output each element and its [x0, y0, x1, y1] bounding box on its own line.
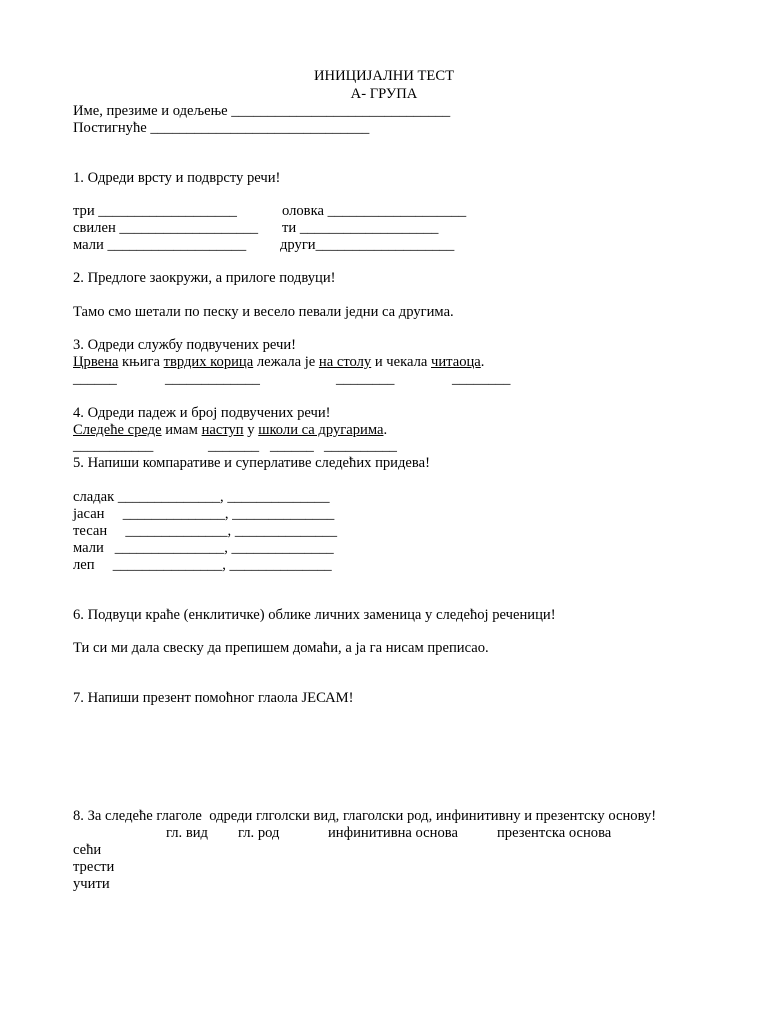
q3-answer-blank: ________	[336, 371, 395, 387]
q2-title: 2. Предлоге заокружи, а прилоге подвуци!	[73, 270, 336, 286]
q1-word-left-1: три ___________________	[73, 203, 237, 219]
q3-plain-text: и чекала	[371, 354, 432, 370]
q3-answer-blank: ______	[73, 371, 117, 387]
q5-adjective-row: мали _______________, ______________	[73, 540, 334, 556]
q4-plain-text: имам	[161, 422, 202, 438]
q4-sentence	[73, 422, 387, 439]
q3-title: 3. Одреди службу подвучених речи!	[73, 337, 297, 353]
q5-adjective-row: сладак ______________, ______________	[73, 489, 330, 505]
q8-column-header: презентска основа	[497, 825, 612, 841]
test-title: ИНИЦИЈАЛНИ ТЕСТ	[313, 68, 455, 84]
q3-underlined-word: Црвена	[73, 354, 119, 370]
q5-adjective-row: тесан ______________, ______________	[73, 523, 338, 539]
q8-verb: сећи	[73, 842, 102, 858]
q3-plain-text: .	[480, 354, 485, 370]
q1-word-right-3: други___________________	[280, 237, 455, 253]
q6-title: 6. Подвуци краће (енклитичке) облике личних заменица у следећој реченици!	[73, 607, 556, 623]
q8-verb: учити	[73, 876, 110, 892]
q3-underlined-word: на столу	[318, 354, 372, 370]
group-label: А- ГРУПА	[350, 86, 418, 102]
q8-column-header: гл. род	[238, 825, 280, 841]
q3-answer-blank: _____________	[165, 371, 260, 387]
q2-sentence: Тамо смо шетали по песку и весело певали једни са другима.	[73, 304, 454, 320]
q4-answer-blank: _______	[208, 438, 260, 454]
q5-adjective-row: јасан ______________, ______________	[73, 506, 335, 522]
q4-underlined-word: Следеће среде	[73, 422, 162, 438]
q3-plain-text: књига	[118, 354, 164, 370]
q8-column-header: инфинитивна основа	[328, 825, 458, 841]
q4-answer-blank: ______	[270, 438, 314, 454]
q3-underlined-word: читаоца	[431, 354, 481, 370]
q3-underlined-word: тврдих корица	[163, 354, 254, 370]
q1-word-right-1: оловка ___________________	[282, 203, 467, 219]
q4-answer-blank: __________	[324, 438, 397, 454]
q5-title: 5. Напиши компаративе и суперлативе следећих придева!	[73, 455, 430, 471]
score-line: Постигнуће ______________________________	[73, 120, 370, 136]
q1-title: 1. Одреди врсту и подврсту речи!	[73, 170, 281, 186]
q8-title: 8. За следеће глаголе одреди глголски вид, глаголски род, инфинитивну и презентску основу!	[73, 808, 657, 824]
q8-verb: трести	[73, 859, 115, 875]
q4-underlined-word: школи са другарима	[258, 422, 384, 438]
q3-plain-text: лежала је	[253, 354, 319, 370]
q4-title: 4. Одреди падеж и број подвучених речи!	[73, 405, 331, 421]
q1-word-right-2: ти ___________________	[282, 220, 439, 236]
q4-underlined-word: наступ	[201, 422, 244, 438]
q6-sentence: Ти си ми дала свеску да препишем домаћи, а ја га нисам преписао.	[73, 640, 489, 656]
q7-title: 7. Напиши презент помоћног глаола ЈЕСАМ!	[73, 690, 354, 706]
q1-word-left-3: мали ___________________	[73, 237, 247, 253]
q4-plain-text: .	[383, 422, 388, 438]
name-line: Име, презиме и одељење ______________________________	[73, 103, 451, 119]
q4-answer-blank: ___________	[73, 438, 154, 454]
q4-plain-text: у	[243, 422, 259, 438]
q3-answer-blank: ________	[452, 371, 511, 387]
q1-word-left-2: свилен ___________________	[73, 220, 259, 236]
q5-adjective-row: леп _______________, ______________	[73, 557, 332, 573]
q8-column-header: гл. вид	[166, 825, 208, 841]
q3-sentence	[73, 354, 484, 371]
